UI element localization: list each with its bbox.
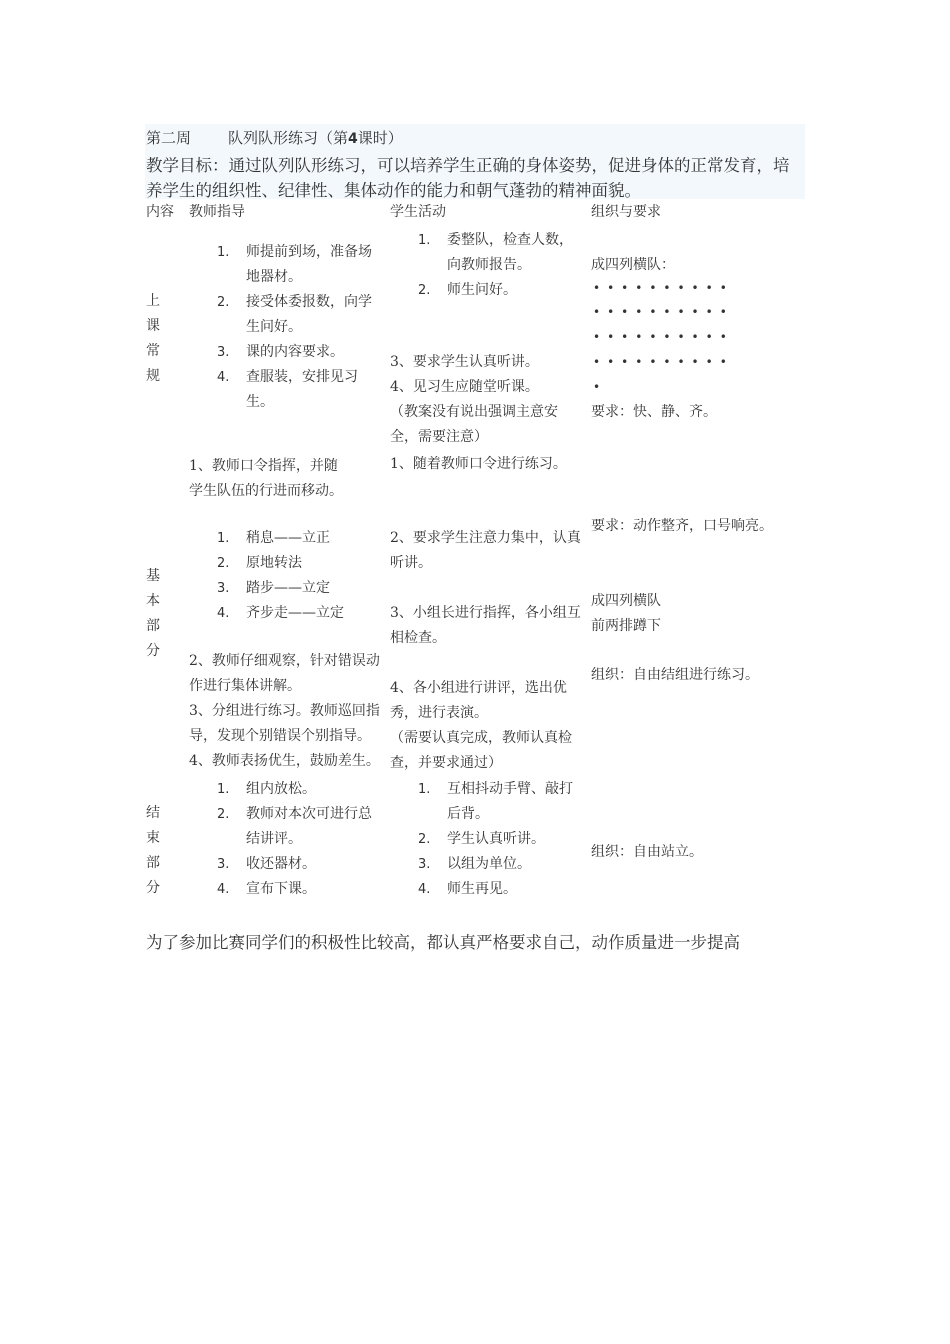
list-item: 师生问好。 [447,282,517,298]
student-text: 3、小组长进行指挥，各小组互 [390,605,581,621]
list-item: 师生再见。 [447,881,517,897]
formation-dots: • [593,380,608,394]
lesson-title-suffix: 课时） [357,129,403,147]
list-item: 查服装，安排见习 [246,369,358,385]
list-item: 3、要求学生认真听讲。 [390,354,539,370]
org-requirement: 要求：动作整齐，口号响亮。 [591,518,773,534]
list-item: 齐步走——立定 [246,605,344,621]
list-number: 4. [217,606,230,621]
objective-line-2: 养学生的组织性、纪律性、集体动作的能力和朝气蓬勃的精神面貌。 [146,181,641,200]
list-item: 结讲评。 [246,831,302,847]
col-header-student: 学生活动 [390,204,446,220]
list-number: 2. [418,832,431,847]
student-text: 秀，进行表演。 [390,705,488,721]
student-text: 2、要求学生注意力集中，认真 [390,530,581,546]
org-requirement: 要求：快、静、齐。 [591,404,717,420]
student-text: 相检查。 [390,630,446,646]
list-number: 1. [217,782,230,797]
list-item: 地器材。 [246,269,302,285]
formation-dots: •••••••••• [593,305,734,319]
list-item: 向教师报告。 [447,257,531,273]
list-number: 3. [217,581,230,596]
note-text: 全，需要注意） [390,429,488,445]
teacher-text: 作进行集体讲解。 [189,678,301,694]
list-item: 接受体委报数，向学 [246,294,372,310]
student-text: 听讲。 [390,555,432,571]
list-number: 3. [418,857,431,872]
section-label-ending: 结束部分 [146,805,160,896]
org-text: 成四列横队 [591,593,661,609]
lesson-title-text: 队列队形练习（第 [228,129,349,147]
note-text: 查，并要求通过） [390,755,502,771]
list-item: 生问好。 [246,319,302,335]
note-text: （教案没有说出强调主意安 [390,404,558,420]
list-number: 2. [217,295,230,310]
teacher-text: 3、分组进行练习。教师巡回指 [189,703,380,719]
teacher-text: 导，发现个别错误个别指导。 [189,728,371,744]
teacher-text: 2、教师仔细观察，针对错误动 [189,653,380,669]
list-number: 2. [217,556,230,571]
list-item: 稍息——立正 [246,530,330,546]
list-number: 1. [217,531,230,546]
list-item: 课的内容要求。 [246,344,344,360]
list-number: 1. [217,245,230,260]
week-label: 第二周 [146,129,192,147]
list-number: 4. [217,882,230,897]
list-item: 学生认真听讲。 [447,831,545,847]
list-number: 1. [418,782,431,797]
list-number: 4. [217,370,230,385]
list-item: 原地转法 [246,555,302,571]
list-item: 互相抖动手臂、敲打 [447,781,573,797]
summary-text: 为了参加比赛同学们的积极性比较高，都认真严格要求自己，动作质量进一步提高 [146,933,740,952]
student-text: 1、随着教师口令进行练习。 [390,456,567,472]
org-text: 组织：自由站立。 [591,844,703,860]
note-text: （需要认真完成，教师认真检 [390,730,572,746]
col-header-org: 组织与要求 [591,204,661,220]
org-text: 成四列横队： [591,257,675,273]
lesson-number: 4 [348,131,358,147]
teacher-text: 1、教师口令指挥，并随 [189,458,338,474]
formation-dots: •••••••••• [593,355,734,369]
list-item: 教师对本次可进行总 [246,806,372,822]
org-text: 组织：自由结组进行练习。 [591,667,759,683]
formation-dots: •••••••••• [593,281,734,295]
objective-line-1: 教学目标：通过队列队形练习，可以培养学生正确的身体姿势，促进身体的正常发育，培 [146,156,790,175]
list-item: 后背。 [447,806,489,822]
list-item: 组内放松。 [246,781,316,797]
formation-dots: •••••••••• [593,330,734,344]
org-text: 前两排蹲下 [591,618,661,634]
col-header-content: 内容 [146,204,174,220]
list-item: 踏步——立定 [246,580,330,596]
list-item: 委整队，检查人数， [447,232,573,248]
section-label-main: 基本部分 [146,568,160,659]
list-item: 师提前到场，准备场 [246,244,372,260]
teacher-text: 学生队伍的行进而移动。 [189,483,343,499]
list-number: 2. [418,283,431,298]
list-item: 宣布下课。 [246,881,316,897]
list-item: 收还器材。 [246,856,316,872]
list-number: 3. [217,345,230,360]
list-number: 1. [418,233,431,248]
list-number: 4. [418,882,431,897]
list-item: 生。 [246,394,274,410]
section-label-routine: 上课常规 [146,293,160,384]
student-text: 4、各小组进行讲评，选出优 [390,680,567,696]
list-item: 以组为单位。 [447,856,531,872]
lesson-title [228,127,403,148]
list-item: 4、见习生应随堂听课。 [390,379,539,395]
teacher-text: 4、教师表扬优生，鼓励差生。 [189,753,380,769]
col-header-teacher: 教师指导 [189,204,245,220]
list-number: 3. [217,857,230,872]
list-number: 2. [217,807,230,822]
